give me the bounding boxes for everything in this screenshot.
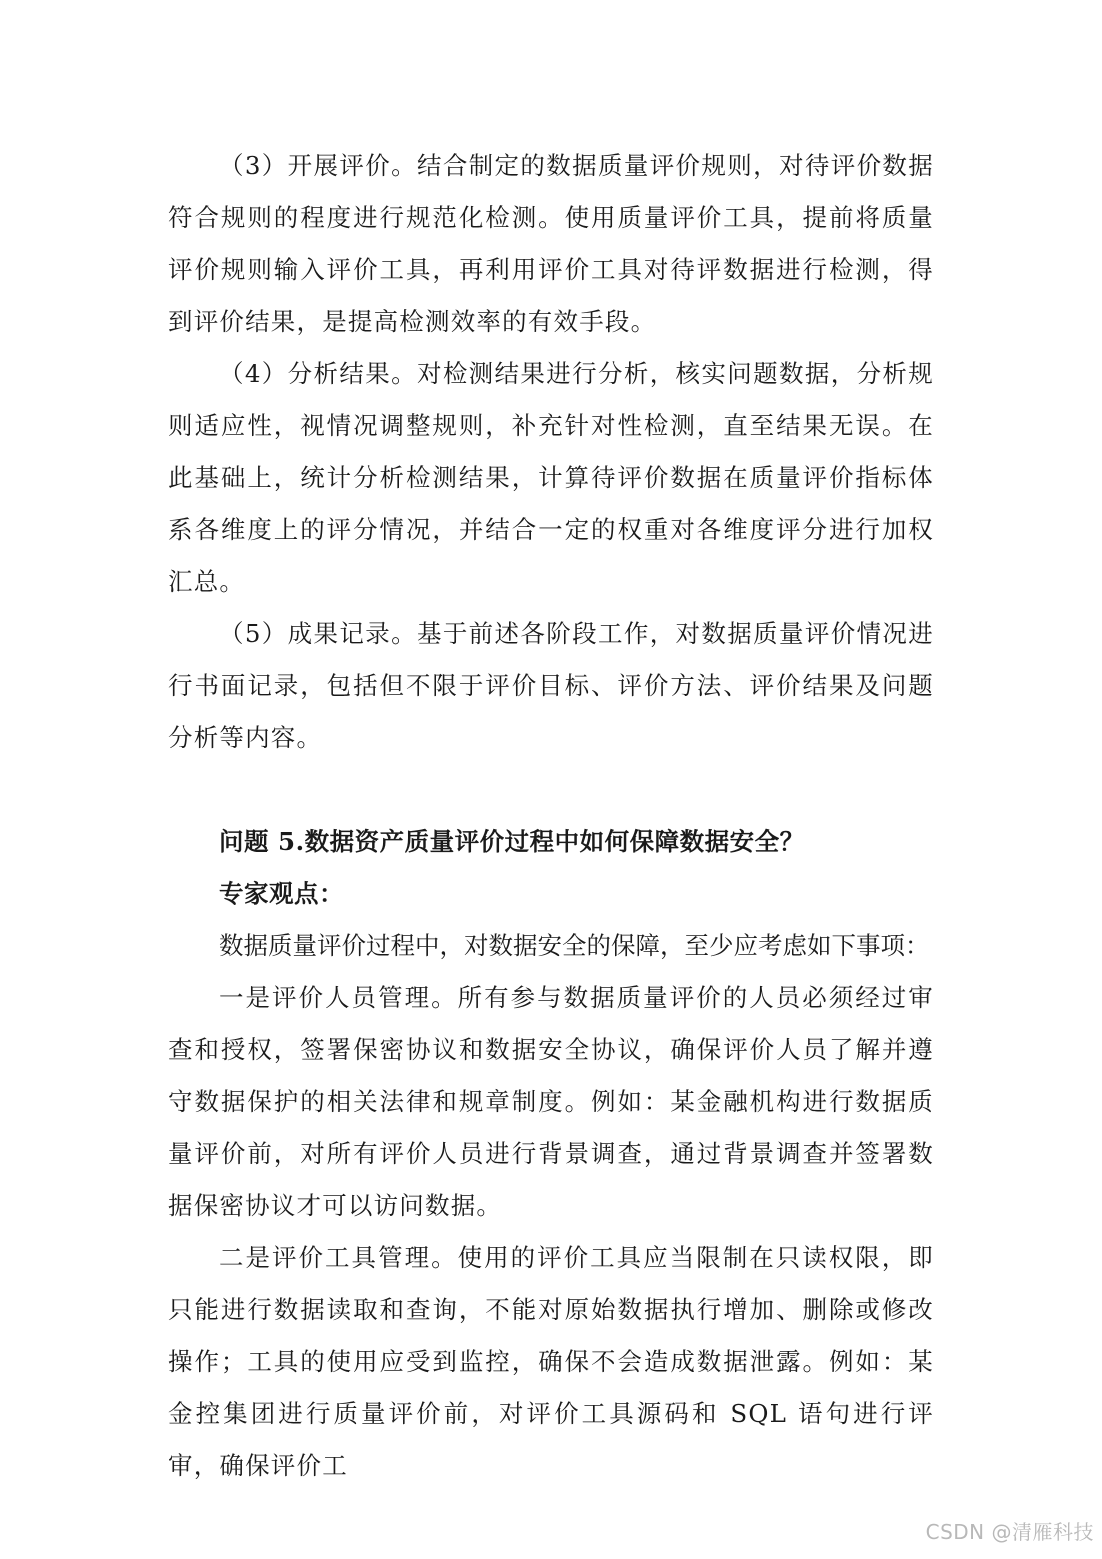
- document-page: [168, 140, 934, 1492]
- paragraph-step-4: （4）分析结果。对检测结果进行分析，核实问题数据，分析规则适应性，视情况调整规则，补充针对性检测，直至结果无误。在此基础上，统计分析检测结果，计算待评价数据在质量评价指标体系各维度上的评分情况，并结合一定的权重对各维度评分进行加权汇总。: [168, 359, 934, 596]
- paragraph-intro: 数据质量评价过程中，对数据安全的保障，至少应考虑如下事项：: [219, 931, 930, 960]
- question-heading: 问题 5.数据资产质量评价过程中如何保障数据安全？: [219, 827, 805, 856]
- paragraph-tools: 二是评价工具管理。使用的评价工具应当限制在只读权限，即只能进行数据读取和查询，不能对原始数据执行增加、删除或修改操作；工具的使用应受到监控，确保不会造成数据泄露。例如：某金控集团进行质量评价前，对评价工具源码和 SQL 语句进行评审，确保评价工: [168, 1243, 934, 1480]
- section-spacer: [168, 764, 934, 816]
- paragraph-step-5: （5）成果记录。基于前述各阶段工作，对数据质量评价情况进行书面记录，包括但不限于评价目标、评价方法、评价结果及问题分析等内容。: [168, 619, 934, 752]
- paragraph-step-3: （3）开展评价。结合制定的数据质量评价规则，对待评价数据符合规则的程度进行规范化检测。使用质量评价工具，提前将质量评价规则输入评价工具，再利用评价工具对待评数据进行检测，得到评价结果，是提高检测效率的有效手段。: [168, 151, 934, 336]
- expert-heading: 专家观点：: [219, 879, 344, 908]
- paragraph-personnel: 一是评价人员管理。所有参与数据质量评价的人员必须经过审查和授权，签署保密协议和数据安全协议，确保评价人员了解并遵守数据保护的相关法律和规章制度。例如：某金融机构进行数据质量评价前，对所有评价人员进行背景调查，通过背景调查并签署数据保密协议才可以访问数据。: [168, 983, 934, 1220]
- csdn-watermark: CSDN @清雁科技: [925, 1520, 1094, 1544]
